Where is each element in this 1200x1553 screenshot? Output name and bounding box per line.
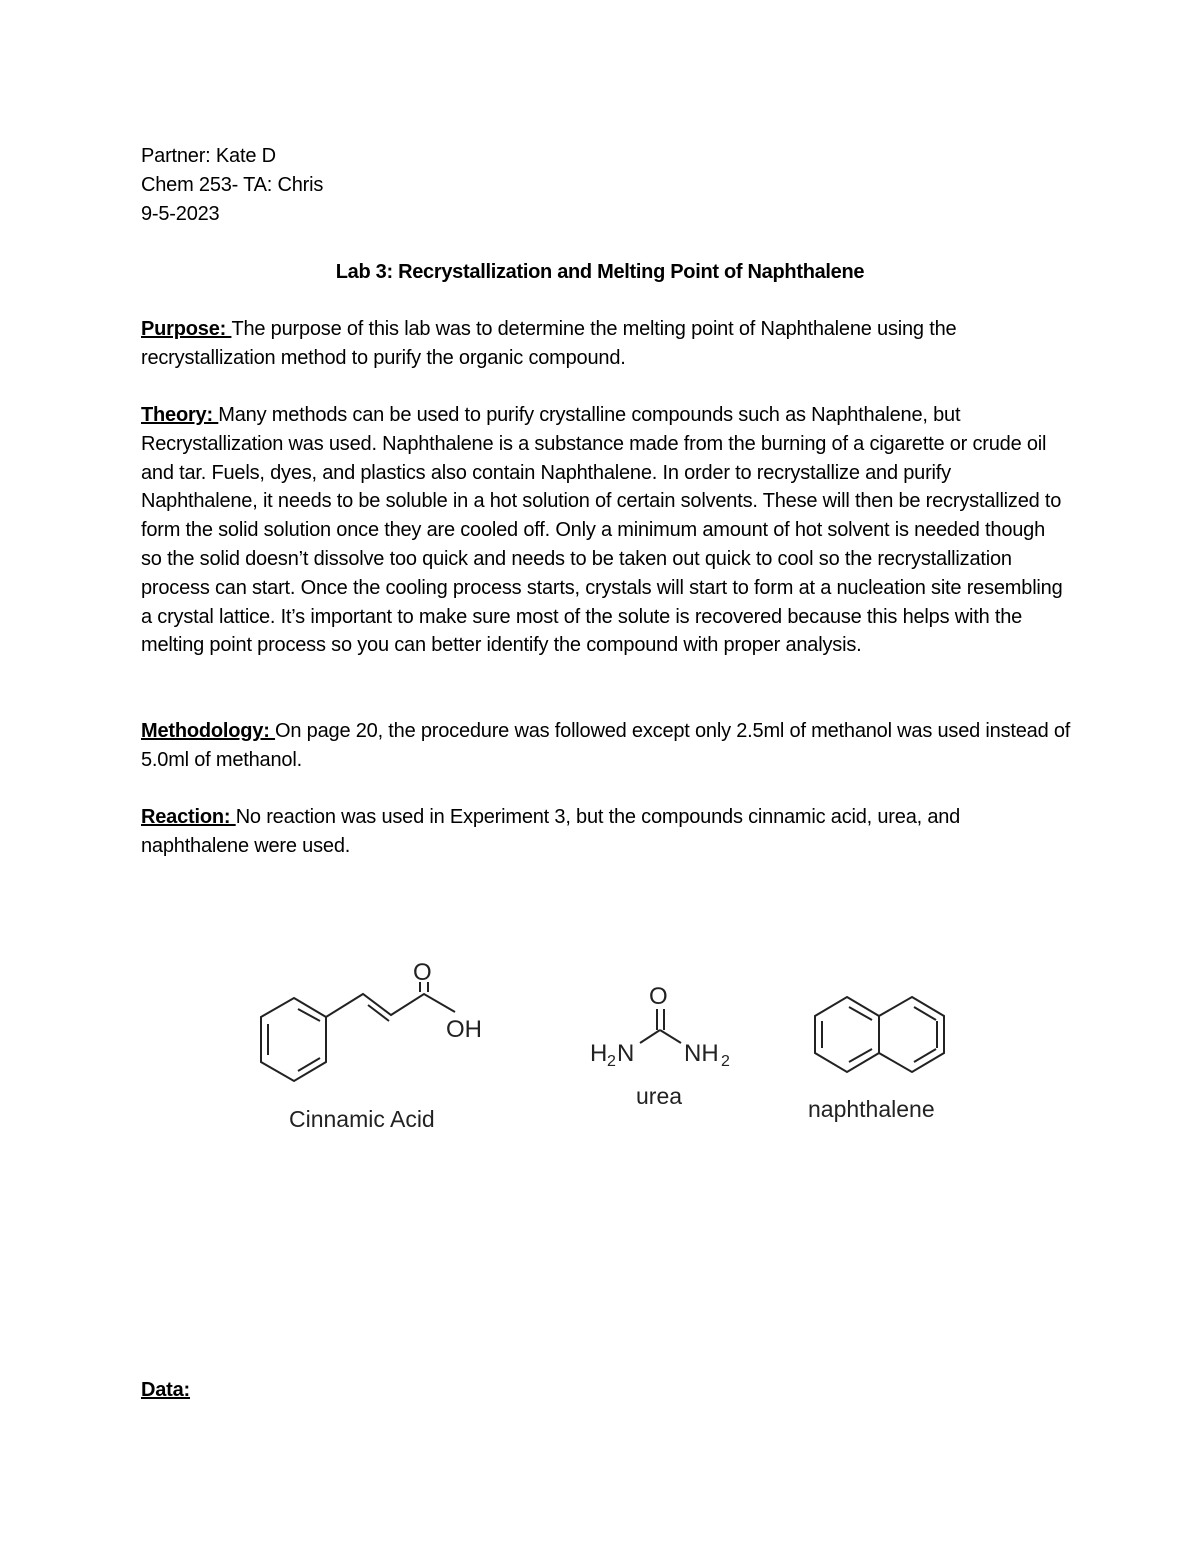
urea-left-h: H	[590, 1040, 608, 1067]
partner-line: Partner: Kate D	[141, 145, 276, 167]
cinnamic-carbonyl-o: O	[413, 959, 432, 986]
reaction-section	[141, 803, 1071, 861]
urea-left-sub: 2	[607, 1053, 616, 1070]
benzene-ring	[261, 998, 326, 1081]
naphthalene-label: naphthalene	[808, 1096, 935, 1122]
header-block	[141, 142, 1071, 228]
propenoic-chain	[326, 994, 455, 1017]
naphthalene-right-ring	[879, 997, 944, 1072]
reaction-text: No reaction was used in Experiment 3, but the compounds cinnamic acid, urea, and naphthalene were used.	[141, 806, 961, 857]
data-section	[141, 1376, 1071, 1405]
naphthalene-left-ring	[815, 997, 879, 1072]
cinnamic-hydroxyl: OH	[446, 1016, 482, 1043]
methodology-label: Methodology:	[141, 720, 276, 742]
purpose-label: Purpose:	[141, 318, 232, 340]
methodology-text: On page 20, the procedure was followed except only 2.5ml of methanol was used instead of 5.0ml of methanol.	[141, 720, 1071, 771]
chemical-structures	[240, 950, 980, 1150]
theory-text: Many methods can be used to purify crystalline compounds such as Naphthalene, but Recrystallization was used. Naphthalene is a substance made from the burning of a cigarette or crude oil and tar. Fuels, dyes, and plastics also contain Naphthalene. In order to recrystallize and purify Naphthalene, it needs to be soluble in a hot solution of certain solvents. These will then be recrystallized to form the solid solution once they are cooled off. Only a minimum amount of hot solvent is needed though so the solid doesn’t dissolve too quick and needs to be taken out quick to cool so the recrystallization process can start. Once the cooling process starts, crystals will start to form at a nucleation site resembling a crystal lattice. It’s important to make sure most of the solute is recovered because this helps with the melting point process so you can better identify the compound with proper analysis.	[141, 404, 1063, 657]
urea-right-nh: NH	[684, 1040, 719, 1067]
urea-left-n: N	[617, 1040, 635, 1067]
naphthalene-structure	[815, 997, 944, 1072]
reaction-label: Reaction:	[141, 806, 236, 828]
urea-structure	[640, 1009, 681, 1043]
cinnamic-acid-structure	[261, 982, 455, 1081]
urea-right-sub: 2	[721, 1053, 730, 1070]
urea-label: urea	[636, 1083, 683, 1109]
cinnamic-acid-label: Cinnamic Acid	[289, 1106, 435, 1132]
urea-carbonyl-o: O	[649, 983, 668, 1010]
page-title: Lab 3: Recrystallization and Melting Point of Naphthalene	[335, 261, 865, 283]
purpose-text: The purpose of this lab was to determine the melting point of Naphthalene using the recrystallization method to purify the organic compound.	[141, 318, 957, 369]
methodology-section	[141, 717, 1071, 775]
course-line: Chem 253- TA: Chris	[141, 173, 324, 196]
theory-label: Theory:	[141, 404, 219, 426]
data-label: Data:	[141, 1379, 191, 1401]
date-line: 9-5-2023	[141, 202, 220, 225]
purpose-section	[141, 315, 1071, 373]
theory-section	[141, 401, 1071, 660]
